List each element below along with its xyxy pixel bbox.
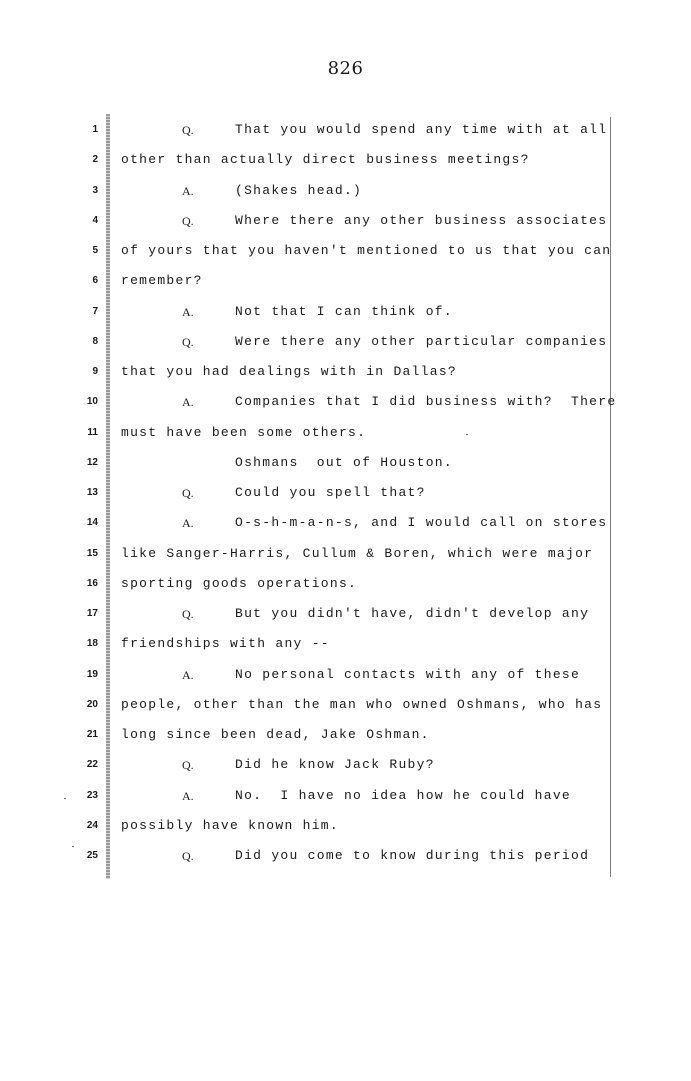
line-number: 6 bbox=[92, 275, 98, 287]
right-margin-rule bbox=[610, 117, 611, 877]
speaker-label: Q. bbox=[182, 486, 194, 500]
transcript-text: Did you come to know during this period bbox=[235, 848, 590, 863]
speaker-label: A. bbox=[182, 788, 194, 803]
transcript-text: No. I have no idea how he could have bbox=[235, 787, 572, 803]
transcript-text: friendships with any -- bbox=[121, 636, 330, 652]
line-number: 21 bbox=[86, 729, 98, 740]
transcript-text: remember? bbox=[121, 273, 203, 289]
speaker-label: Q. bbox=[182, 213, 194, 228]
line-number: 1 bbox=[92, 124, 98, 135]
speaker-label: A. bbox=[182, 667, 194, 682]
transcript-text: Could you spell that? bbox=[235, 485, 426, 500]
line-number: 20 bbox=[86, 698, 98, 710]
stray-mark bbox=[72, 846, 74, 847]
transcript-text: Were there any other particular companies bbox=[235, 333, 608, 349]
transcript-text: That you would spend any time with at all bbox=[235, 122, 608, 137]
line-number: 19 bbox=[86, 668, 98, 680]
page-number: 826 bbox=[327, 58, 364, 79]
line-number: 4 bbox=[92, 214, 98, 226]
transcript-text: like Sanger-Harris, Cullum & Boren, which were major bbox=[121, 545, 594, 561]
transcript-text: Not that I can think of. bbox=[235, 303, 453, 319]
speaker-label: Q. bbox=[182, 849, 194, 863]
line-number: 2 bbox=[92, 154, 98, 166]
transcript-text: people, other than the man who owned Oshmans, who has bbox=[121, 696, 603, 712]
speaker-label: Q. bbox=[182, 758, 194, 773]
stray-mark bbox=[466, 434, 468, 435]
transcript-text: of yours that you haven't mentioned to us that you can bbox=[121, 243, 612, 258]
stray-mark bbox=[64, 798, 66, 799]
line-number: 5 bbox=[92, 245, 98, 256]
line-number: 15 bbox=[86, 547, 98, 559]
transcript-text: But you didn't have, didn't develop any bbox=[235, 606, 590, 621]
line-number: 14 bbox=[86, 517, 98, 529]
speaker-label: Q. bbox=[182, 607, 194, 621]
line-number: 8 bbox=[92, 335, 98, 347]
transcript-text: O-s-h-m-a-n-s, and I would call on stores bbox=[235, 515, 608, 531]
transcript-text: other than actually direct business meetings? bbox=[121, 152, 530, 168]
speaker-label: A. bbox=[182, 304, 194, 319]
line-number: 25 bbox=[86, 850, 98, 861]
line-number: 11 bbox=[87, 426, 98, 438]
speaker-label: Q. bbox=[182, 123, 194, 137]
transcript-text: possibly have known him. bbox=[121, 817, 339, 833]
line-number: 10 bbox=[86, 396, 98, 408]
transcript-text: sporting goods operations. bbox=[121, 575, 358, 591]
line-number: 23 bbox=[86, 789, 98, 801]
transcript-text: No personal contacts with any of these bbox=[235, 666, 581, 682]
transcript-text: Where there any other business associates bbox=[235, 212, 608, 228]
transcript-text: Did he know Jack Ruby? bbox=[235, 757, 435, 773]
line-number: 9 bbox=[92, 366, 98, 377]
transcript-text: Oshmans out of Houston. bbox=[235, 454, 453, 470]
speaker-label: A. bbox=[182, 183, 194, 198]
line-number: 3 bbox=[92, 184, 98, 196]
line-number: 16 bbox=[86, 577, 98, 589]
line-number: 22 bbox=[86, 759, 98, 771]
transcript-text: Companies that I did business with? There bbox=[235, 394, 617, 410]
line-number: 13 bbox=[86, 487, 98, 498]
transcript-text: that you had dealings with in Dallas? bbox=[121, 364, 458, 379]
line-number: 17 bbox=[86, 608, 98, 619]
line-number: 12 bbox=[86, 456, 98, 468]
line-number: 7 bbox=[92, 305, 98, 317]
transcript-text: long since been dead, Jake Oshman. bbox=[121, 727, 430, 742]
speaker-label: A. bbox=[182, 395, 194, 410]
transcript-text: (Shakes head.) bbox=[235, 182, 363, 198]
speaker-label: A. bbox=[182, 516, 194, 531]
line-number: 18 bbox=[86, 638, 98, 650]
left-margin-rule bbox=[106, 114, 110, 879]
line-number: 24 bbox=[86, 819, 98, 831]
transcript-text: must have been some others. bbox=[121, 424, 367, 440]
speaker-label: Q. bbox=[182, 334, 194, 349]
